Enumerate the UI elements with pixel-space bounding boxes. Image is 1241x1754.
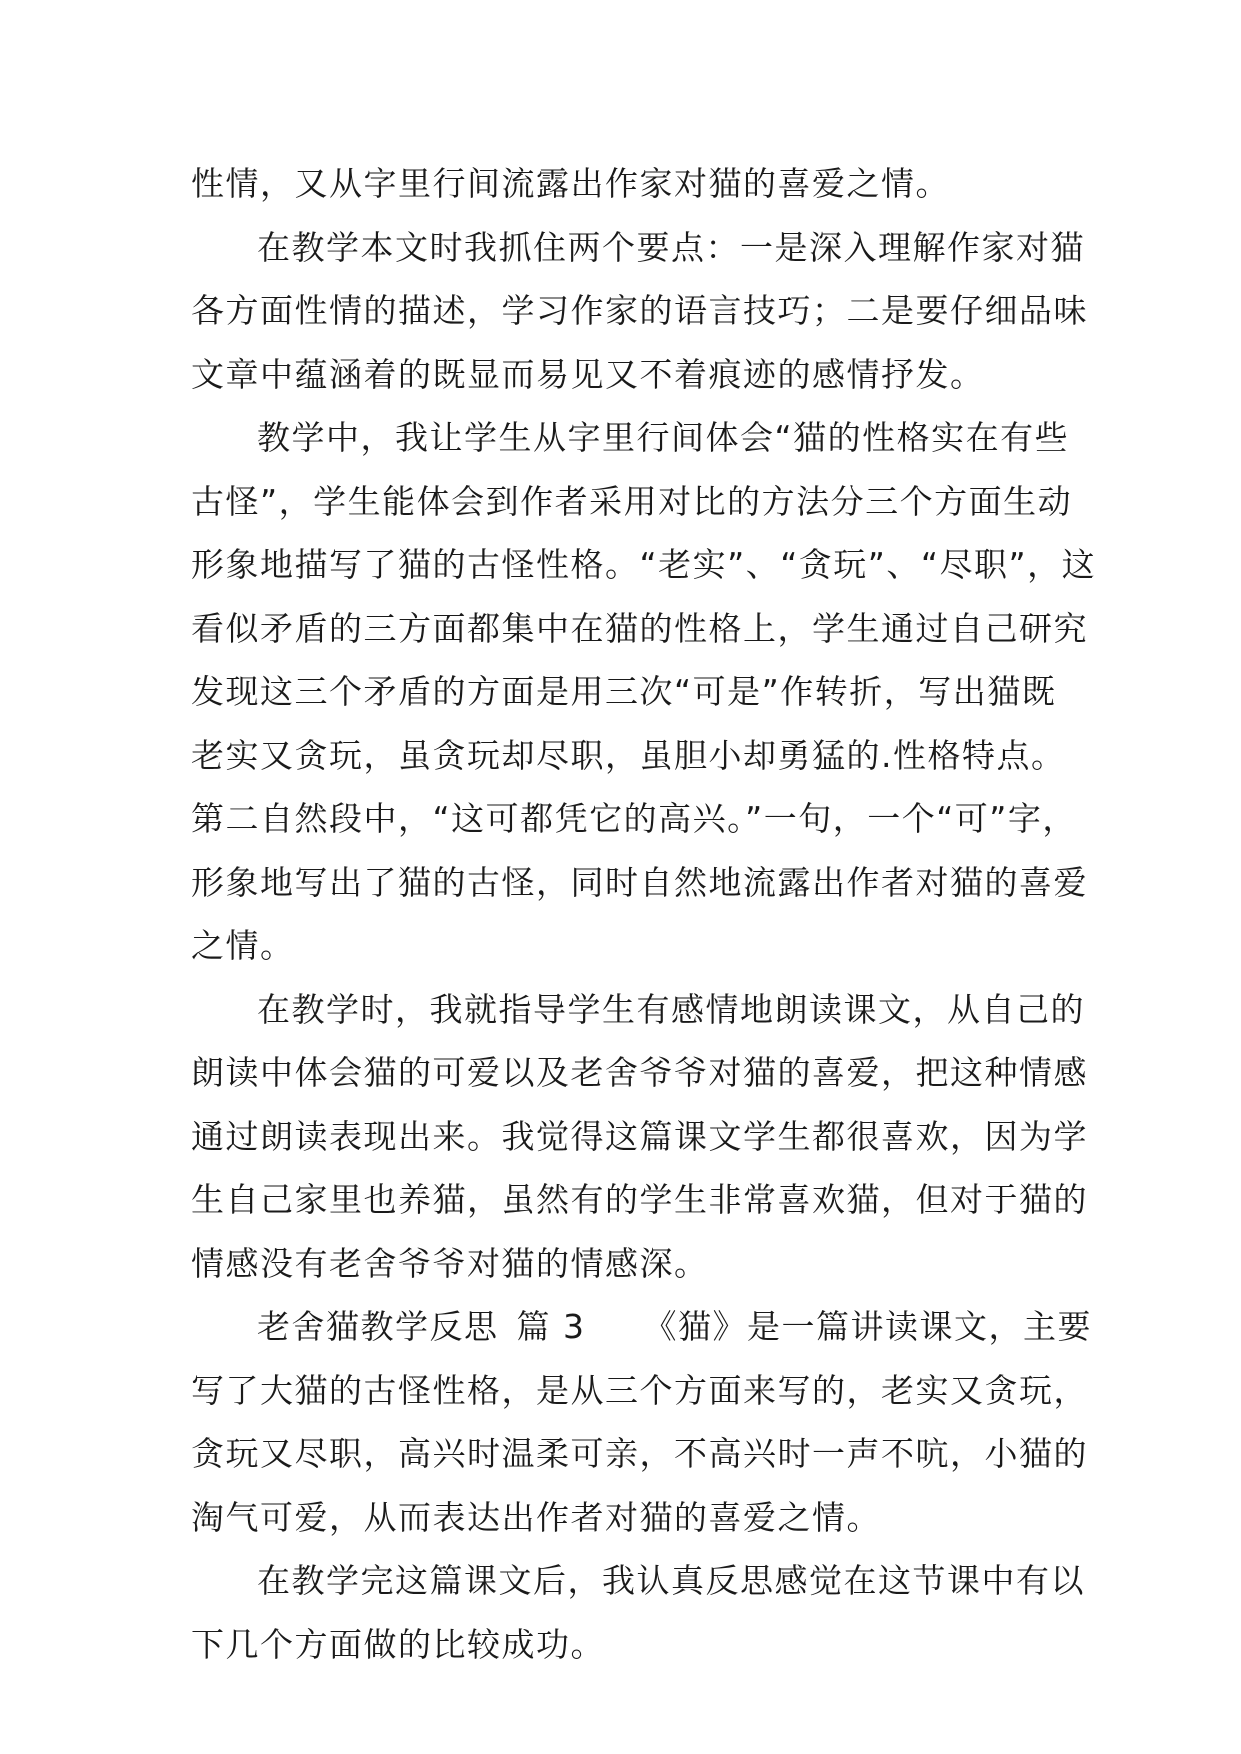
paragraph-line: 形象地写出了猫的古怪，同时自然地流露出作者对猫的喜爱 [191, 862, 1088, 902]
paragraph-line: 通过朗读表现出来。我觉得这篇课文学生都很喜欢，因为学 [191, 1116, 1088, 1156]
paragraph-line: 情感没有老舍爷爷对猫的情感深。 [191, 1243, 709, 1283]
paragraph-line: 在教学时，我就指导学生有感情地朗读课文，从自己的 [257, 989, 1085, 1029]
paragraph-line: 第二自然段中，“这可都凭它的高兴。”一句，一个“可”字， [191, 799, 1077, 838]
paragraph-line: 在教学本文时我抓住两个要点：一是深入理解作家对猫 [257, 227, 1085, 267]
paragraph-line: 老实又贪玩，虽贪玩却尽职，虽胆小却勇猛的.性格特点。 [191, 735, 1066, 775]
paragraph-line: 发现这三个矛盾的方面是用三次“可是”作转折，写出猫既 [191, 672, 1057, 711]
paragraph-line: 淘气可爱，从而表达出作者对猫的喜爱之情。 [191, 1497, 881, 1537]
paragraph-line: 教学中，我让学生从字里行间体会“猫的性格实在有些 [257, 418, 1070, 457]
paragraph-line: 下几个方面做的比较成功。 [191, 1624, 605, 1664]
document-body [191, 152, 1097, 1676]
paragraph-line: 写了大猫的古怪性格，是从三个方面来写的，老实又贪玩， [191, 1370, 1088, 1410]
paragraph-line: 朗读中体会猫的可爱以及老舍爷爷对猫的喜爱，把这种情感 [191, 1053, 1088, 1092]
section-heading-line [191, 1295, 1092, 1359]
paragraph-line: 看似矛盾的三方面都集中在猫的性格上，学生通过自己研究 [191, 608, 1088, 648]
paragraph-line: 各方面性情的描述，学习作家的语言技巧；二是要仔细品味 [191, 291, 1088, 330]
paragraph-line: 文章中蕴涵着的既显而易见又不着痕迹的感情抒发。 [191, 354, 985, 394]
paragraph-line: 贪玩又尽职，高兴时温柔可亲，不高兴时一声不吭，小猫的 [191, 1434, 1088, 1473]
paragraph-line: 古怪”，学生能体会到作者采用对比的方法分三个方面生动 [191, 481, 1073, 521]
section-number: 篇 3 [516, 1307, 586, 1346]
paragraph-text: 《猫》是一篇讲读课文，主要 [643, 1307, 1092, 1346]
paragraph-line: 形象地描写了猫的古怪性格。“老实”、“贪玩”、“尽职”，这 [191, 545, 1097, 584]
paragraph-line: 之情。 [191, 926, 295, 965]
paragraph-line: 生自己家里也养猫，虽然有的学生非常喜欢猫，但对于猫的 [191, 1180, 1088, 1219]
paragraph-line: 性情，又从字里行间流露出作家对猫的喜爱之情。 [191, 164, 950, 203]
paragraph-line: 在教学完这篇课文后，我认真反思感觉在这节课中有以 [257, 1561, 1085, 1600]
section-heading: 老舍猫教学反思 [257, 1307, 499, 1346]
